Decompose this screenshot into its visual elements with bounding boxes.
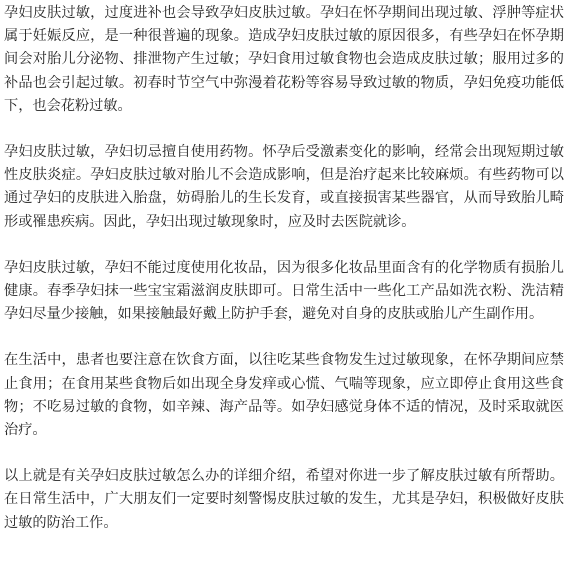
article-paragraph-2: 孕妇皮肤过敏，孕妇切忌擅自使用药物。怀孕后受激素变化的影响，经常会出现短期过敏性皮肤炎症。孕妇皮肤过敏对胎儿不会造成影响，但是治疗起来比较麻烦。有些药物可以通过孕妇的皮肤进入胎盘，妨碍胎儿的生长发育，或直接损害某些器官，从而导致胎儿畸形或罹患疾病。因此，孕妇出现过敏现象时，应及时去医院就诊。 xyxy=(4,144,564,230)
article-paragraph-1: 孕妇皮肤过敏，过度进补也会导致孕妇皮肤过敏。孕妇在怀孕期间出现过敏、浮肿等症状属于妊娠反应，是一种很普遍的现象。造成孕妇皮肤过敏的原因很多，有些孕妇在怀孕期间会对胎儿分泌物、排泄物产生过敏；孕妇食用过敏食物也会造成皮肤过敏；服用过多的补品也会引起过敏。初春时节空气中弥漫着花粉等容易导致过敏的物质，孕妇免疫功能低下，也会花粉过敏。 xyxy=(4,5,564,114)
article-paragraph-5: 以上就是有关孕妇皮肤过敏怎么办的详细介绍，希望对你进一步了解皮肤过敏有所帮助。在日常生活中，广大朋友们一定要时刻警惕皮肤过敏的发生，尤其是孕妇，积极做好皮肤过敏的防治工作。 xyxy=(4,468,564,531)
article-paragraph-4: 在生活中，患者也要注意在饮食方面，以往吃某些食物发生过过敏现象，在怀孕期间应禁止食用；在食用某些食物后如出现全身发痒或心慌、气喘等现象，应立即停止食用这些食物；不吃易过敏的食物，如辛辣、海产品等。如孕妇感觉身体不适的情况，及时采取就医治疗。 xyxy=(4,352,564,439)
article-paragraph-3: 孕妇皮肤过敏，孕妇不能过度使用化妆品，因为很多化妆品里面含有的化学物质有损胎儿健康。春季孕妇抹一些宝宝霜滋润皮肤即可。日常生活中一些化工产品如洗衣粉、洗洁精孕妇尽量少接触，如果接触最好戴上防护手套，避免对自身的皮肤或胎儿产生副作用。 xyxy=(4,259,564,323)
